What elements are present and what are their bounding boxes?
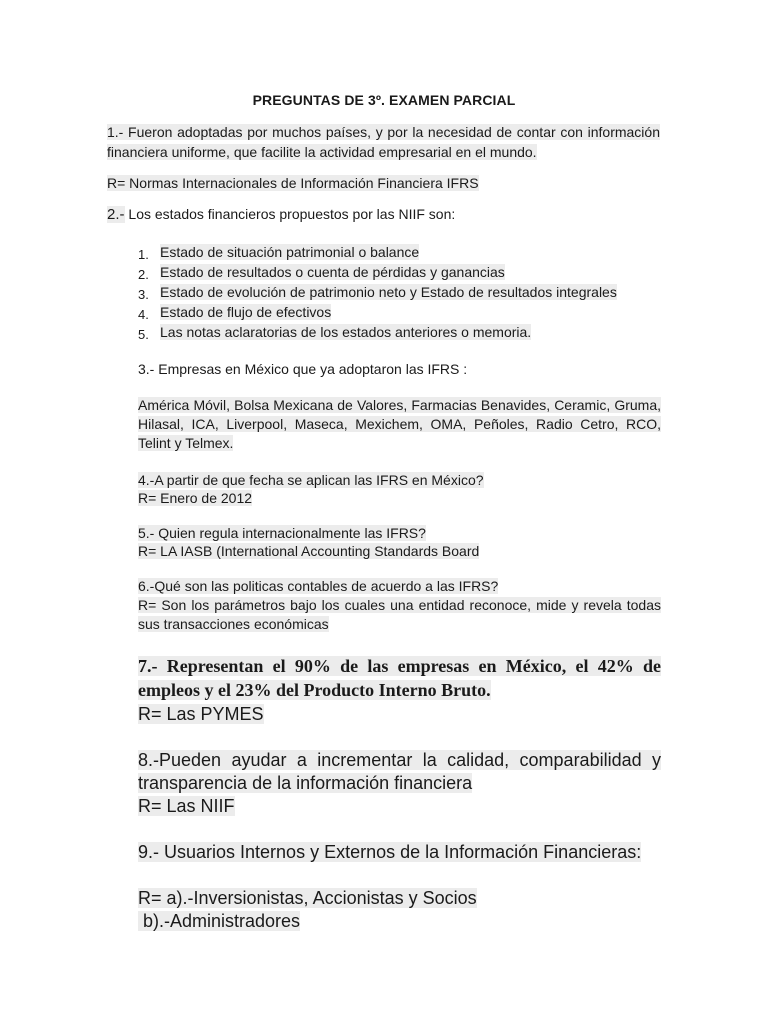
answer-8: R= Las NIIF [138,796,235,816]
list-item: 2. Estado de resultados o cuenta de pérdidas y ganancias [138,264,505,282]
question-5: 5.- Quien regula internacionalmente las IFRS? [138,525,426,541]
financial-statements-list [138,242,617,342]
question-3: 3.- Empresas en México que ya adoptaron las IFRS : [138,361,468,377]
answer-9-a: R= a).-Inversionistas, Accionistas y Socios [138,888,477,908]
question-8: 8.-Pueden ayudar a incrementar la calidad, comparabilidad y transparencia de la información financiera [138,750,661,793]
question-7: 7.- Representan el 90% de las empresas en México, el 42% de empleos y el 23% del Producto Interno Bruto. [138,656,661,700]
question-1: 1.- Fueron adoptadas por muchos países, y por la necesidad de contar con información financiera uniforme, que facilite la actividad empresarial en el mundo. [107,124,660,160]
page-title: PREGUNTAS DE 3º. EXAMEN PARCIAL [252,92,516,108]
question-4: 4.-A partir de que fecha se aplican las IFRS en México? [138,472,484,488]
list-item: 1. Estado de situación patrimonial o balance [138,244,420,262]
answer-4: R= Enero de 2012 [138,490,253,506]
answer-5: R= LA IASB (International Accounting Standards Board [138,543,480,559]
list-item: 4. Estado de flujo de efectivos [138,304,332,322]
answer-9-b: b).-Administradores [138,911,301,931]
question-9: 9.- Usuarios Internos y Externos de la Información Financieras: [138,842,642,862]
answer-7: R= Las PYMES [138,704,264,724]
list-item: 5. Las notas aclaratorias de los estados anteriores o memoria. [138,324,532,342]
question-6: 6.-Qué son las politicas contables de acuerdo a las IFRS? [138,578,499,594]
answer-3: América Móvil, Bolsa Mexicana de Valores, Farmacias Benavides, Ceramic, Gruma, Hilasal, ICA, Liverpool, Maseca, Mexichem, OMA, Peñoles, Radio Cetro, RCO, Telint y Telmex. [138,397,661,451]
answer-6: R= Son los parámetros bajo los cuales una entidad reconoce, mide y revela todas sus transacciones económicas [138,597,661,632]
answer-1: R= Normas Internacionales de Información Financiera IFRS [107,175,479,191]
list-item: 3. Estado de evolución de patrimonio neto y Estado de resultados integrales [138,284,617,302]
question-2: 2.- Los estados financieros propuestos por las NIIF son: [107,206,456,223]
